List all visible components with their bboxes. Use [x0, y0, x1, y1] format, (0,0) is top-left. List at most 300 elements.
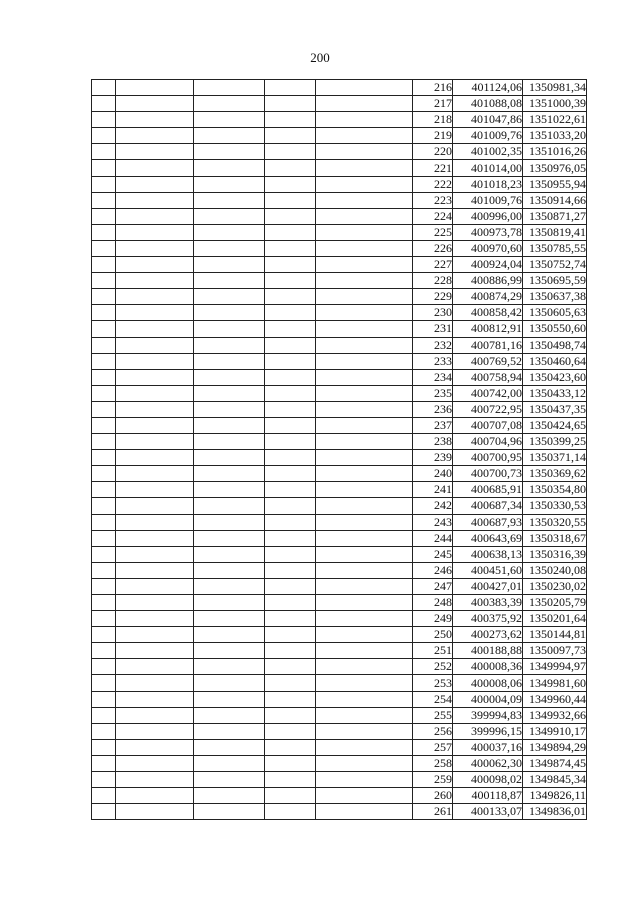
empty-cell	[194, 289, 265, 305]
empty-cell	[92, 128, 116, 144]
empty-cell	[92, 337, 116, 353]
empty-cell	[265, 659, 316, 675]
table-row	[92, 707, 587, 723]
empty-cell	[92, 707, 116, 723]
empty-cell	[92, 80, 116, 96]
x-coordinate-cell: 400037,16	[453, 739, 523, 755]
empty-cell	[316, 466, 413, 482]
point-number-cell: 231	[413, 321, 453, 337]
y-coordinate-cell: 1351033,20	[523, 128, 587, 144]
table-row	[92, 112, 587, 128]
empty-cell	[116, 80, 194, 96]
x-coordinate-cell: 400722,95	[453, 401, 523, 417]
empty-cell	[92, 546, 116, 562]
empty-cell	[316, 224, 413, 240]
point-number-cell: 229	[413, 289, 453, 305]
x-coordinate-cell: 400687,93	[453, 514, 523, 530]
table-row	[92, 96, 587, 112]
empty-cell	[265, 144, 316, 160]
empty-cell	[92, 627, 116, 643]
empty-cell	[116, 112, 194, 128]
empty-cell	[265, 707, 316, 723]
empty-cell	[265, 772, 316, 788]
y-coordinate-cell: 1350230,02	[523, 578, 587, 594]
point-number-cell: 233	[413, 353, 453, 369]
empty-cell	[265, 176, 316, 192]
empty-cell	[316, 659, 413, 675]
empty-cell	[265, 321, 316, 337]
empty-cell	[316, 788, 413, 804]
empty-cell	[194, 144, 265, 160]
empty-cell	[265, 80, 316, 96]
empty-cell	[194, 273, 265, 289]
x-coordinate-cell: 400098,02	[453, 772, 523, 788]
empty-cell	[92, 562, 116, 578]
empty-cell	[265, 578, 316, 594]
empty-cell	[116, 289, 194, 305]
table-row	[92, 723, 587, 739]
empty-cell	[316, 723, 413, 739]
empty-cell	[92, 498, 116, 514]
empty-cell	[265, 240, 316, 256]
empty-cell	[194, 627, 265, 643]
empty-cell	[194, 675, 265, 691]
point-number-cell: 230	[413, 305, 453, 321]
point-number-cell: 234	[413, 369, 453, 385]
empty-cell	[316, 739, 413, 755]
empty-cell	[316, 240, 413, 256]
table-row	[92, 482, 587, 498]
y-coordinate-cell: 1350330,53	[523, 498, 587, 514]
y-coordinate-cell: 1350955,94	[523, 176, 587, 192]
empty-cell	[116, 611, 194, 627]
x-coordinate-cell: 400451,60	[453, 562, 523, 578]
empty-cell	[92, 611, 116, 627]
empty-cell	[316, 385, 413, 401]
point-number-cell: 240	[413, 466, 453, 482]
empty-cell	[316, 96, 413, 112]
empty-cell	[316, 434, 413, 450]
table-row	[92, 208, 587, 224]
empty-cell	[116, 224, 194, 240]
y-coordinate-cell: 1350914,66	[523, 192, 587, 208]
empty-cell	[116, 337, 194, 353]
table-row	[92, 305, 587, 321]
empty-cell	[116, 305, 194, 321]
empty-cell	[92, 96, 116, 112]
empty-cell	[92, 369, 116, 385]
y-coordinate-cell: 1350981,34	[523, 80, 587, 96]
table-row	[92, 739, 587, 755]
empty-cell	[265, 208, 316, 224]
empty-cell	[316, 755, 413, 771]
y-coordinate-cell: 1350144,81	[523, 627, 587, 643]
empty-cell	[116, 627, 194, 643]
table-row	[92, 578, 587, 594]
empty-cell	[194, 530, 265, 546]
table-row	[92, 192, 587, 208]
empty-cell	[92, 659, 116, 675]
empty-cell	[92, 514, 116, 530]
empty-cell	[265, 273, 316, 289]
table-row	[92, 514, 587, 530]
empty-cell	[316, 192, 413, 208]
y-coordinate-cell: 1350423,60	[523, 369, 587, 385]
x-coordinate-cell: 401047,86	[453, 112, 523, 128]
empty-cell	[316, 627, 413, 643]
empty-cell	[116, 144, 194, 160]
point-number-cell: 247	[413, 578, 453, 594]
empty-cell	[194, 80, 265, 96]
empty-cell	[116, 578, 194, 594]
empty-cell	[194, 788, 265, 804]
point-number-cell: 239	[413, 450, 453, 466]
x-coordinate-cell: 400973,78	[453, 224, 523, 240]
table-row	[92, 450, 587, 466]
empty-cell	[316, 804, 413, 820]
empty-cell	[116, 675, 194, 691]
x-coordinate-cell: 400685,91	[453, 482, 523, 498]
y-coordinate-cell: 1349981,60	[523, 675, 587, 691]
empty-cell	[116, 257, 194, 273]
empty-cell	[316, 160, 413, 176]
x-coordinate-cell: 400996,00	[453, 208, 523, 224]
empty-cell	[265, 434, 316, 450]
x-coordinate-cell: 401124,06	[453, 80, 523, 96]
point-number-cell: 260	[413, 788, 453, 804]
x-coordinate-cell: 401009,76	[453, 128, 523, 144]
table-row	[92, 257, 587, 273]
y-coordinate-cell: 1350785,55	[523, 240, 587, 256]
empty-cell	[316, 128, 413, 144]
empty-cell	[194, 450, 265, 466]
x-coordinate-cell: 400188,88	[453, 643, 523, 659]
point-number-cell: 248	[413, 595, 453, 611]
point-number-cell: 217	[413, 96, 453, 112]
y-coordinate-cell: 1350240,08	[523, 562, 587, 578]
y-coordinate-cell: 1349836,01	[523, 804, 587, 820]
x-coordinate-cell: 400700,73	[453, 466, 523, 482]
empty-cell	[316, 176, 413, 192]
empty-cell	[92, 755, 116, 771]
empty-cell	[116, 208, 194, 224]
table-row	[92, 160, 587, 176]
x-coordinate-cell: 400427,01	[453, 578, 523, 594]
empty-cell	[92, 240, 116, 256]
y-coordinate-cell: 1350371,14	[523, 450, 587, 466]
point-number-cell: 244	[413, 530, 453, 546]
y-coordinate-cell: 1351000,39	[523, 96, 587, 112]
empty-cell	[194, 723, 265, 739]
empty-cell	[92, 353, 116, 369]
empty-cell	[316, 417, 413, 433]
y-coordinate-cell: 1350976,05	[523, 160, 587, 176]
y-coordinate-cell: 1350318,67	[523, 530, 587, 546]
point-number-cell: 250	[413, 627, 453, 643]
empty-cell	[265, 739, 316, 755]
empty-cell	[116, 385, 194, 401]
empty-cell	[316, 144, 413, 160]
y-coordinate-cell: 1350205,79	[523, 595, 587, 611]
empty-cell	[116, 530, 194, 546]
empty-cell	[116, 643, 194, 659]
empty-cell	[92, 208, 116, 224]
empty-cell	[194, 305, 265, 321]
point-number-cell: 246	[413, 562, 453, 578]
table-row	[92, 80, 587, 96]
empty-cell	[316, 546, 413, 562]
table-row	[92, 434, 587, 450]
empty-cell	[116, 546, 194, 562]
x-coordinate-cell: 400769,52	[453, 353, 523, 369]
point-number-cell: 220	[413, 144, 453, 160]
x-coordinate-cell: 400812,91	[453, 321, 523, 337]
empty-cell	[194, 240, 265, 256]
empty-cell	[194, 643, 265, 659]
point-number-cell: 245	[413, 546, 453, 562]
empty-cell	[194, 353, 265, 369]
x-coordinate-cell: 400707,08	[453, 417, 523, 433]
y-coordinate-cell: 1350498,74	[523, 337, 587, 353]
x-coordinate-cell: 400008,36	[453, 659, 523, 675]
empty-cell	[92, 466, 116, 482]
coordinates-table-body	[92, 80, 587, 820]
table-row	[92, 498, 587, 514]
empty-cell	[194, 337, 265, 353]
empty-cell	[92, 144, 116, 160]
x-coordinate-cell: 401009,76	[453, 192, 523, 208]
x-coordinate-cell: 400004,09	[453, 691, 523, 707]
empty-cell	[92, 723, 116, 739]
empty-cell	[92, 595, 116, 611]
empty-cell	[265, 96, 316, 112]
x-coordinate-cell: 400638,13	[453, 546, 523, 562]
empty-cell	[316, 208, 413, 224]
table-row	[92, 659, 587, 675]
y-coordinate-cell: 1350097,73	[523, 643, 587, 659]
empty-cell	[265, 611, 316, 627]
empty-cell	[92, 482, 116, 498]
empty-cell	[194, 128, 265, 144]
empty-cell	[116, 128, 194, 144]
empty-cell	[265, 353, 316, 369]
empty-cell	[316, 611, 413, 627]
point-number-cell: 261	[413, 804, 453, 820]
empty-cell	[265, 675, 316, 691]
empty-cell	[265, 160, 316, 176]
empty-cell	[194, 176, 265, 192]
empty-cell	[316, 514, 413, 530]
point-number-cell: 236	[413, 401, 453, 417]
y-coordinate-cell: 1351016,26	[523, 144, 587, 160]
empty-cell	[316, 337, 413, 353]
x-coordinate-cell: 400375,92	[453, 611, 523, 627]
empty-cell	[194, 160, 265, 176]
empty-cell	[316, 675, 413, 691]
y-coordinate-cell: 1349960,44	[523, 691, 587, 707]
point-number-cell: 238	[413, 434, 453, 450]
empty-cell	[265, 224, 316, 240]
empty-cell	[194, 707, 265, 723]
empty-cell	[194, 739, 265, 755]
empty-cell	[265, 723, 316, 739]
empty-cell	[194, 755, 265, 771]
empty-cell	[92, 578, 116, 594]
y-coordinate-cell: 1350320,55	[523, 514, 587, 530]
point-number-cell: 237	[413, 417, 453, 433]
empty-cell	[92, 804, 116, 820]
table-row	[92, 643, 587, 659]
point-number-cell: 221	[413, 160, 453, 176]
y-coordinate-cell: 1350433,12	[523, 385, 587, 401]
table-row	[92, 240, 587, 256]
empty-cell	[92, 192, 116, 208]
point-number-cell: 226	[413, 240, 453, 256]
y-coordinate-cell: 1350399,25	[523, 434, 587, 450]
empty-cell	[194, 321, 265, 337]
empty-cell	[194, 562, 265, 578]
empty-cell	[316, 530, 413, 546]
empty-cell	[265, 417, 316, 433]
empty-cell	[316, 691, 413, 707]
empty-cell	[92, 305, 116, 321]
empty-cell	[316, 595, 413, 611]
point-number-cell: 255	[413, 707, 453, 723]
table-row	[92, 417, 587, 433]
point-number-cell: 227	[413, 257, 453, 273]
empty-cell	[316, 289, 413, 305]
x-coordinate-cell: 400643,69	[453, 530, 523, 546]
empty-cell	[194, 369, 265, 385]
empty-cell	[116, 96, 194, 112]
empty-cell	[116, 739, 194, 755]
empty-cell	[265, 257, 316, 273]
empty-cell	[265, 643, 316, 659]
empty-cell	[116, 498, 194, 514]
x-coordinate-cell: 400874,29	[453, 289, 523, 305]
empty-cell	[116, 772, 194, 788]
table-row	[92, 353, 587, 369]
point-number-cell: 216	[413, 80, 453, 96]
empty-cell	[265, 128, 316, 144]
empty-cell	[265, 289, 316, 305]
table-row	[92, 772, 587, 788]
empty-cell	[265, 305, 316, 321]
empty-cell	[194, 208, 265, 224]
empty-cell	[194, 514, 265, 530]
point-number-cell: 219	[413, 128, 453, 144]
empty-cell	[265, 804, 316, 820]
empty-cell	[92, 788, 116, 804]
x-coordinate-cell: 400008,06	[453, 675, 523, 691]
empty-cell	[316, 562, 413, 578]
empty-cell	[265, 369, 316, 385]
table-row	[92, 530, 587, 546]
y-coordinate-cell: 1350460,64	[523, 353, 587, 369]
empty-cell	[265, 562, 316, 578]
empty-cell	[116, 482, 194, 498]
point-number-cell: 259	[413, 772, 453, 788]
x-coordinate-cell: 400383,39	[453, 595, 523, 611]
empty-cell	[116, 369, 194, 385]
empty-cell	[265, 385, 316, 401]
empty-cell	[265, 788, 316, 804]
point-number-cell: 218	[413, 112, 453, 128]
y-coordinate-cell: 1350354,80	[523, 482, 587, 498]
empty-cell	[92, 385, 116, 401]
table-row	[92, 401, 587, 417]
table-row	[92, 176, 587, 192]
y-coordinate-cell: 1350316,39	[523, 546, 587, 562]
point-number-cell: 257	[413, 739, 453, 755]
x-coordinate-cell: 401018,23	[453, 176, 523, 192]
empty-cell	[92, 224, 116, 240]
empty-cell	[116, 353, 194, 369]
point-number-cell: 223	[413, 192, 453, 208]
empty-cell	[194, 385, 265, 401]
empty-cell	[92, 417, 116, 433]
y-coordinate-cell: 1350437,35	[523, 401, 587, 417]
empty-cell	[265, 546, 316, 562]
y-coordinate-cell: 1349874,45	[523, 755, 587, 771]
empty-cell	[265, 498, 316, 514]
table-row	[92, 128, 587, 144]
x-coordinate-cell: 400133,07	[453, 804, 523, 820]
empty-cell	[265, 691, 316, 707]
x-coordinate-cell: 400062,30	[453, 755, 523, 771]
empty-cell	[265, 192, 316, 208]
empty-cell	[316, 401, 413, 417]
table-row	[92, 675, 587, 691]
point-number-cell: 258	[413, 755, 453, 771]
empty-cell	[265, 450, 316, 466]
table-row	[92, 224, 587, 240]
y-coordinate-cell: 1350201,64	[523, 611, 587, 627]
x-coordinate-cell: 400273,62	[453, 627, 523, 643]
empty-cell	[265, 755, 316, 771]
y-coordinate-cell: 1350605,63	[523, 305, 587, 321]
y-coordinate-cell: 1350369,62	[523, 466, 587, 482]
empty-cell	[116, 434, 194, 450]
empty-cell	[92, 112, 116, 128]
x-coordinate-cell: 400742,00	[453, 385, 523, 401]
empty-cell	[116, 466, 194, 482]
y-coordinate-cell: 1350695,59	[523, 273, 587, 289]
empty-cell	[116, 450, 194, 466]
empty-cell	[316, 80, 413, 96]
empty-cell	[194, 112, 265, 128]
empty-cell	[116, 659, 194, 675]
x-coordinate-cell: 401088,08	[453, 96, 523, 112]
empty-cell	[194, 595, 265, 611]
table-row	[92, 466, 587, 482]
table-row	[92, 755, 587, 771]
empty-cell	[116, 321, 194, 337]
y-coordinate-cell: 1350550,60	[523, 321, 587, 337]
empty-cell	[194, 434, 265, 450]
table-row	[92, 321, 587, 337]
point-number-cell: 242	[413, 498, 453, 514]
y-coordinate-cell: 1351022,61	[523, 112, 587, 128]
empty-cell	[92, 289, 116, 305]
y-coordinate-cell: 1350424,65	[523, 417, 587, 433]
empty-cell	[92, 257, 116, 273]
empty-cell	[92, 691, 116, 707]
empty-cell	[116, 176, 194, 192]
point-number-cell: 251	[413, 643, 453, 659]
empty-cell	[116, 804, 194, 820]
y-coordinate-cell: 1350637,38	[523, 289, 587, 305]
